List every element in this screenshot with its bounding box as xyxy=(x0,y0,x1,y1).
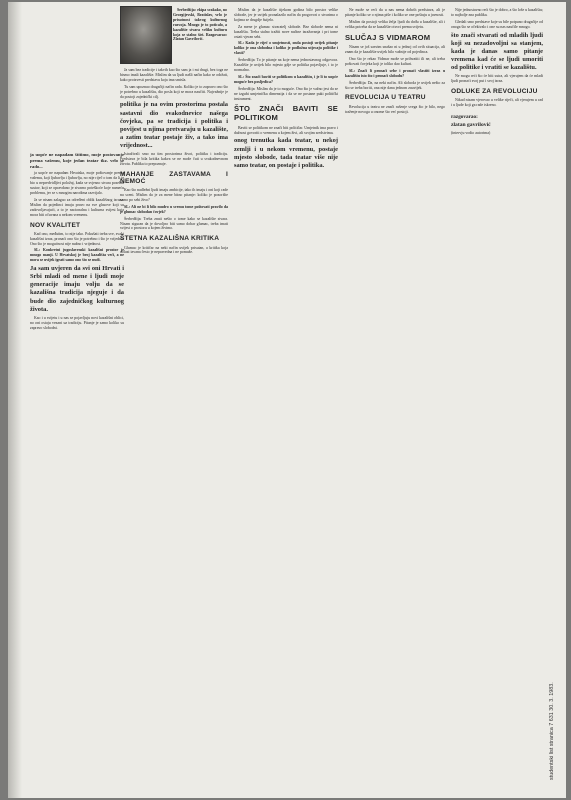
col5-paragraph: Nikad nisam vjerovao u velike riječi, ali vjerujem u rad i u ljude koji ga rade iskreno. xyxy=(451,98,543,108)
big-pull-quote: što znači stvarati od mladih ljudi koji su nezadovoljni sa stanjem, kada je danas samo pitanje vremena kad će se ljudi umoriti od politike i vratiti se kazalištu. xyxy=(451,31,543,71)
column-2-top xyxy=(173,8,227,66)
col3-paragraph: Za mene je glumac stvaratelj slobode. Bez slobode nema ni kazališta. Treba stalno tražiti nove načine izražavanja i pri tome ostati vjeran sebi. xyxy=(234,24,338,39)
col1-paragraph: Kad ono, međutim, to nije tako. Pokušati treba sve, svaki kazališni izraz, pronaći ono što je potrebno i što je vrijedno. Ono što je mogućnost nije nužno i vrijednost. xyxy=(30,231,124,246)
col4-paragraph: Mislim da postoji velika želja ljudi da dođu u kazalište, ali i velika potreba da se kazalište otvori prema svijetu. xyxy=(345,19,445,29)
subheading-slucaj: SLUČAJ S VIDMAROM xyxy=(345,32,431,42)
col3-paragraph: Šerbedžija: To je pitanje na koje nema jednostavnog odgovora. Kazalište je uvijek bilo mjesto gdje se politika pojavljuje, i to je normalno. xyxy=(234,58,338,72)
column-4 xyxy=(345,8,445,793)
col5-paragraph: Nije jednostavno reći što je dobro, a što loše u kazalištu; to najbolje zna publika. xyxy=(451,8,543,17)
subheading-odluke: ODLUKE ZA REVOLUCIJU xyxy=(451,87,538,95)
interview-question: SL: Ali ne bi li bilo mudro u svemu tome poštovati pravilo da je glumac slobodan čovjek? xyxy=(120,204,228,214)
col1-paragraph: ja uopće ne napadam Hrvatska, moje poštovanje prema vašemu, koji ljubavlju i ljubavlju, no nije riječ o tom da li je bio u nepredvidljivi položaj, kada se svjesno stvara posebni sustav, koji se opravdano je stvarno poteškoće koje nameću problemu, jer se s mnogim narodima razvijalo. xyxy=(30,171,124,196)
subheading-mahanje: MAHANJE ZASTAVAMA I NEMOĆ xyxy=(120,170,228,185)
interview-question: SL: Što znači baviti se politikom u kazalištu, i je li to uopće moguće bez posljedica? xyxy=(234,74,338,84)
col1-paragraph: Kao i u svijetu i u nas se pojavljuju novi kazališni oblici, no oni ostaju vezani uz tradiciju. Pitanje je samo koliko su zapravo slobodni. xyxy=(30,315,124,330)
col5-paragraph: Ne mogu reći što će biti sutra, ali vjerujem da će mladi ljudi pronaći svoj put i svoj izraz. xyxy=(451,74,543,83)
subheading-revolucija: REVOLUCIJA U TEATRU xyxy=(345,94,426,102)
col2-lead: Šerbedžija: ekipa svakako, no Georgijevski, Bratislav, vrlo je prisutnost takvog kulturnog razvoja. Mnogo je to poticalo, a kazalište stvara veliku kulturu koja se stalno širi. Razgovarao: Zlatan Gavrilović. xyxy=(173,8,227,42)
col1-paragraph: Ja se nisam zalagao za određeni oblik kazališnog izraza. Mislim da pojedinci imaju pravo na sve glasove koji su zadovoljavajući, a to je nacionalna i kulturna svijest koja mora biti očuvana u nekom vremenu. xyxy=(30,197,124,217)
col2-paragraph: Glumac je kritičar na neki način uvijek prisutan, a kritika koja dolazi izvana često je nepravedna i ne pomaže. xyxy=(120,245,228,255)
col2-paragraph: Kao što nadležni ljudi imaju ambicije, tako ih imaju i oni koji rade na sceni. Mislim da je za mene bitno pitanje: koliko je pozorište samo po sebi živo? xyxy=(120,188,228,202)
interview-question: SL: Konkretni jugoslavenski kazališni prostor je mnogo manji. U Hrvatskoj je broj kazališta veći, a ne mora se uvijek igrati samo ono što se nudi. xyxy=(30,248,124,263)
col4-paragraph: Revolucija u teatru ne znači rušenje svega što je bilo, nego traženje novoga u onome što već postoji. xyxy=(345,104,445,114)
col2-paragraph: Ja sam bez tradicije i takvih kao što sam ja i mi drugi, bez toga ne bismo imali kazalište. Mislim da su ljudi našli način kako se održati, kako proizvesti predstavu koja ima smisla. xyxy=(120,68,228,82)
column-1 xyxy=(30,152,124,792)
signature-name: zlatan gavrilović xyxy=(451,122,491,129)
binding-shadow xyxy=(8,2,22,798)
col4-paragraph: Šerbedžija: Da, na neki način. Ali sloboda je uvijek nešto za što se treba boriti, ona nije dana jednom zauvijek. xyxy=(345,80,445,90)
col3-paragraph: Mislim da je kazalište tijekom godina bilo prostor velike slobode, jer je uvijek pronalazilo način da progovori o stvarima o kojima se drugdje šutjelo. xyxy=(234,8,338,22)
portrait-photo xyxy=(120,6,172,64)
big-pull-quote: politika je na ovim prostorima postala sastavni dio svakodnevice našega čovjeka, pa se tradicija i politika i povijest u njima pretvaraju u kazalište, a zatim teatar postaje živ, a tako ima vrijednost... xyxy=(120,101,228,149)
col2-paragraph: Tu sam upoznao drugačiji način rada. Koliko je to zapravo ono što je potrebno u kazalištu, dio posla koji se mora naučiti. Najvažnije je da postoji zajednički cilj. xyxy=(120,84,228,99)
col1-intro: ja uopće ne napadam štitimo, moje postovanje prema vašemu, koje jedan teatar tkz. vrlo se rado... xyxy=(30,152,124,169)
subheading-kriza: ŠTETNA KAZALIŠNA KRITIKA xyxy=(120,235,220,243)
col2-paragraph: Istraživali smo na tim prostorima život, politiku i tradiciju. Predstava je bila kritika kakva se ne može čuti u svakodnevnom životu. Publika to prepoznaje. xyxy=(120,152,228,166)
col4-paragraph: Ono što je rekao Vidmar može se prihvatiti ili ne, ali treba poštovati čovjeka koji je toliko dao kulturi. xyxy=(345,57,445,66)
signature-note: (intervju vodio autorima) xyxy=(451,131,491,136)
subheading-nov-kvalitet: NOV KVALITET xyxy=(30,221,81,229)
col2-paragraph: Šerbedžija: Treba znati nešto o tome kako se kazalište stvara. Nisam siguran da je dovoljno biti samo dobar glumac, treba imati svijest o prostoru u kojem živimo. xyxy=(120,216,228,231)
col4-paragraph: Nisam se još sasvim snašao ni u jednoj od ovih situacija, ali znam da je kazalište uvijek bilo važnije od pojedinca. xyxy=(345,45,445,55)
column-5 xyxy=(451,8,543,793)
publication-info: studentski list stranica 7 631 30. 3. 1983. xyxy=(549,682,555,780)
interview-question: SL: Znači li pronaći sebe i pronaći vlastiti izraz u kazalištu isto što i pronaći slobodu? xyxy=(345,68,445,78)
col3-paragraph: Šerbedžija: Mislim da je to moguće. Ono što je važno jest da se ne izgubi umjetnička dimenzija i da se ne postane puki politički instrument. xyxy=(234,86,338,101)
column-3 xyxy=(234,8,338,793)
margin-footer xyxy=(547,522,559,782)
signature-label: razgovarao: xyxy=(451,113,478,120)
col3-paragraph: Baviti se politikom ne znači biti političar. Umjetnik ima pravo i dužnost govoriti o vremenu u kojem živi, ali svojim sredstvima. xyxy=(234,125,338,135)
newspaper-page xyxy=(8,2,566,798)
col5-paragraph: Gledali smo predstave koje su bile potpuno drugačije od onoga što se očekivalo i one su nas naučile mnogo. xyxy=(451,19,543,29)
interview-question: SL: Kada je riječ o umjetnosti, onda postoji uvijek pitanje koliko je ona slobodna i koliko je podložna utjecaju politike i vlasti? xyxy=(234,41,338,56)
big-pull-quote: onog trenutka kada teatar, u nekoj zemlji i u nekom vremenu, postaje mjesto slobode, tada teatar više nije samo teatar, on postaje i politika. xyxy=(234,137,338,169)
subheading-sto-znaci: ŠTO ZNAČI BAVITI SE POLITIKOM xyxy=(234,104,338,122)
pull-quote: Ja sam uvjeren da svi oni Hrvati i Srbi mladi od mene i ljudi moje generacije imaju volju da se kazališna tradicija njeguje i da bude dio zajedničkog kulturnog života. xyxy=(30,265,124,313)
column-2 xyxy=(120,68,228,793)
col4-paragraph: Ne može se reći da u nas nema dobrih predstava, ali je pitanje koliko se o njima piše i koliko se one poštuju u javnosti. xyxy=(345,8,445,17)
